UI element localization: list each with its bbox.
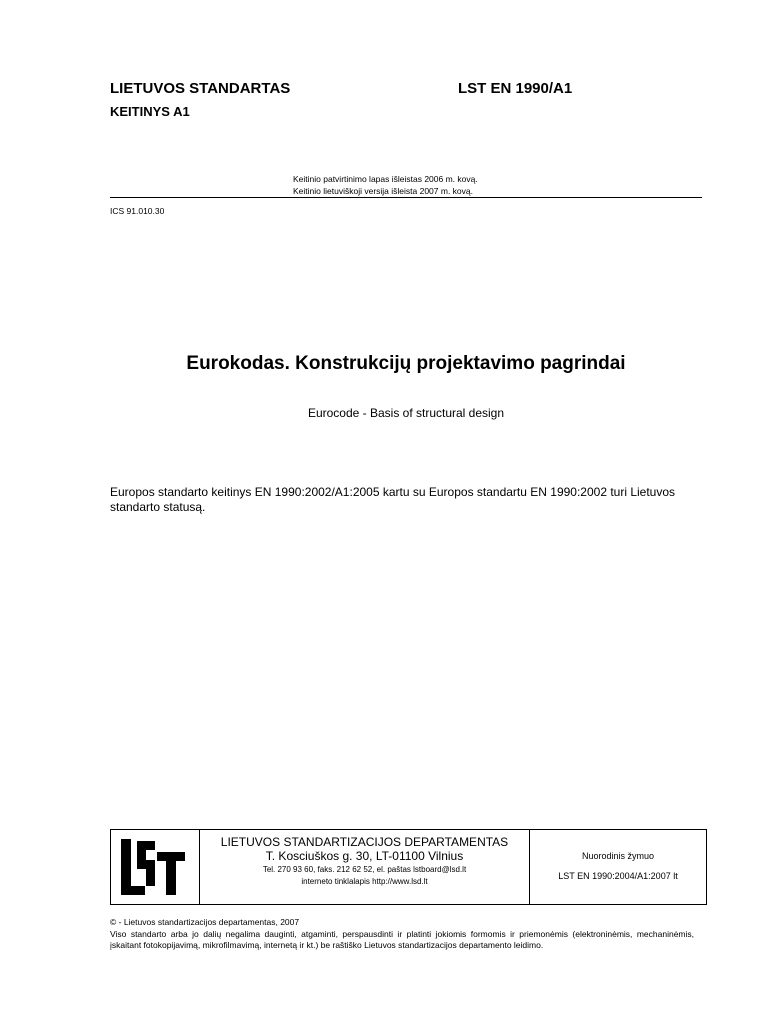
department-info (200, 830, 530, 904)
reference-value: LST EN 1990:2004/A1:2007 lt (558, 871, 678, 881)
document-title: Eurokodas. Konstrukcijų projektavimo pagrindai (186, 353, 626, 374)
header-divider (110, 197, 702, 198)
department-contacts: Tel. 270 93 60, faks. 212 62 52, el. paštas lstboard@lsd.lt (262, 865, 467, 874)
approval-notes (293, 173, 478, 197)
publisher-box (110, 829, 707, 905)
approval-line-2: Keitinio lietuviškoji versija išleista 2007 m. kovą. (293, 186, 473, 196)
lst-logo-icon (111, 830, 197, 904)
status-note: Europos standarto keitinys EN 1990:2002/A1:2005 kartu su Europos standartu EN 1990:2002 turi Lietuvos standarto statusą. (110, 485, 676, 514)
lst-logo (111, 830, 200, 904)
reference-cell (530, 830, 706, 904)
copyright-text: Viso standarto arba jo dalių negalima dauginti, atgaminti, perspausdinti ir platinti jokiomis formomis ir priemonėmis (elektroninėmis, mechaninėmis, įskaitant fotokopijavimą, mikrofilmavimą, internetą ir kt.) be raštiško Lietuvos standartizacijos departamento leidimo. (110, 928, 694, 950)
copyright-line: © - Lietuvos standartizacijos departamentas, 2007 (110, 917, 300, 927)
department-name: LIETUVOS STANDARTIZACIJOS DEPARTAMENTAS (220, 835, 509, 849)
standard-label: LIETUVOS STANDARTAS (110, 80, 291, 97)
ics-code: ICS 91.010.30 (110, 206, 165, 216)
department-website: interneto tinklalapis http://www.lsd.lt (301, 877, 428, 886)
amendment-label: KEITINYS A1 (110, 104, 190, 119)
copyright-notice (110, 917, 694, 952)
reference-label: Nuorodinis žymuo (581, 851, 655, 861)
approval-line-1: Keitinio patvirtinimo lapas išleistas 2006 m. kovą. (293, 174, 478, 184)
document-subtitle: Eurocode - Basis of structural design (307, 406, 505, 420)
department-address: T. Kosciuškos g. 30, LT-01100 Vilnius (265, 849, 464, 863)
standard-number: LST EN 1990/A1 (458, 80, 573, 97)
